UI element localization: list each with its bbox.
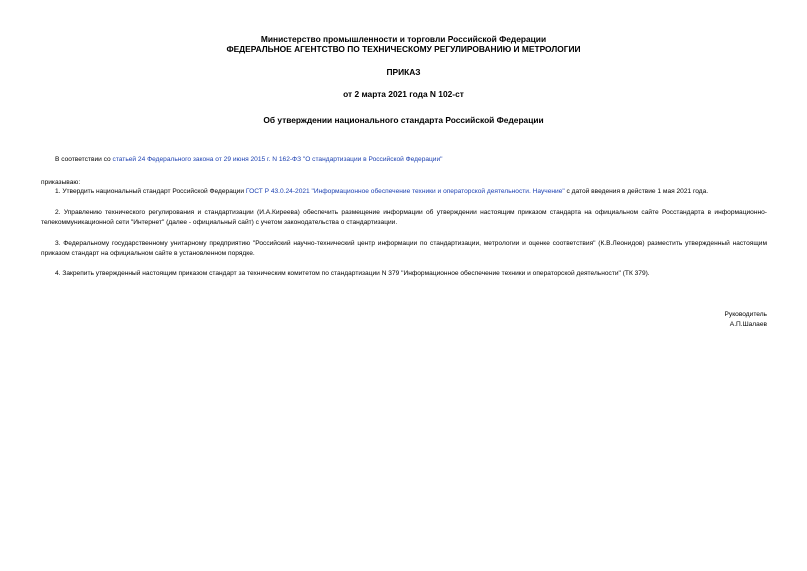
document-subject: Об утверждении национального стандарта Российской Федерации <box>263 115 544 125</box>
item-3-paragraph: 3. Федеральному государственному унитарному предприятию "Российский научно-технический центр информации по стандартизации, метрологии и оценке соответствия" (К.В.Леонидов) разместить утвержденный настоящим приказом стандарт на официальном сайте в установленном порядке. <box>41 240 767 257</box>
agency-name: ФЕДЕРАЛЬНОЕ АГЕНТСТВО ПО ТЕХНИЧЕСКОМУ РЕГУЛИРОВАНИЮ И МЕТРОЛОГИИ <box>226 44 581 54</box>
intro-paragraph <box>41 155 767 165</box>
ministry-name: Министерство промышленности и торговли Российской Федерации <box>260 34 547 44</box>
item-4-paragraph: 4. Закрепить утвержденный настоящим приказом стандарт за техническим комитетом по стандартизации N 379 "Информационное обеспечение техники и операторской деятельности" (ТК 379). <box>55 270 650 277</box>
document-date-number: от 2 марта 2021 года N 102-ст <box>343 89 464 99</box>
standard-link[interactable]: ГОСТ Р 43.0.24-2021 "Информационное обеспечение техники и операторской деятельности. Научение" <box>245 188 565 195</box>
document-type: ПРИКАЗ <box>386 67 421 77</box>
signature-name: А.П.Шалаев <box>729 321 767 328</box>
item-1-paragraph <box>41 187 767 197</box>
item-1-suffix: с датой введения в действие 1 мая 2021 года. <box>564 188 709 195</box>
signature-position: Руководитель <box>724 311 767 318</box>
item-2-paragraph: 2. Управлению технического регулирования и стандартизации (И.А.Киреева) обеспечить размещение информации об утверждении настоящим приказом стандарта на официальном сайте Росстандарта в информационно-телекоммуникационной сети "Интернет" (далее - официальный сайт) с учетом законодательства о стандартизации. <box>41 209 767 226</box>
order-word: приказываю: <box>41 179 81 186</box>
law-link[interactable]: статьей 24 Федерального закона от 29 июня 2015 г. N 162-ФЗ "О стандартизации в Российской Федерации" <box>112 156 443 163</box>
intro-prefix: В соответствии со <box>55 156 113 163</box>
item-1-prefix: 1. Утвердить национальный стандарт Российской Федерации <box>55 188 246 195</box>
